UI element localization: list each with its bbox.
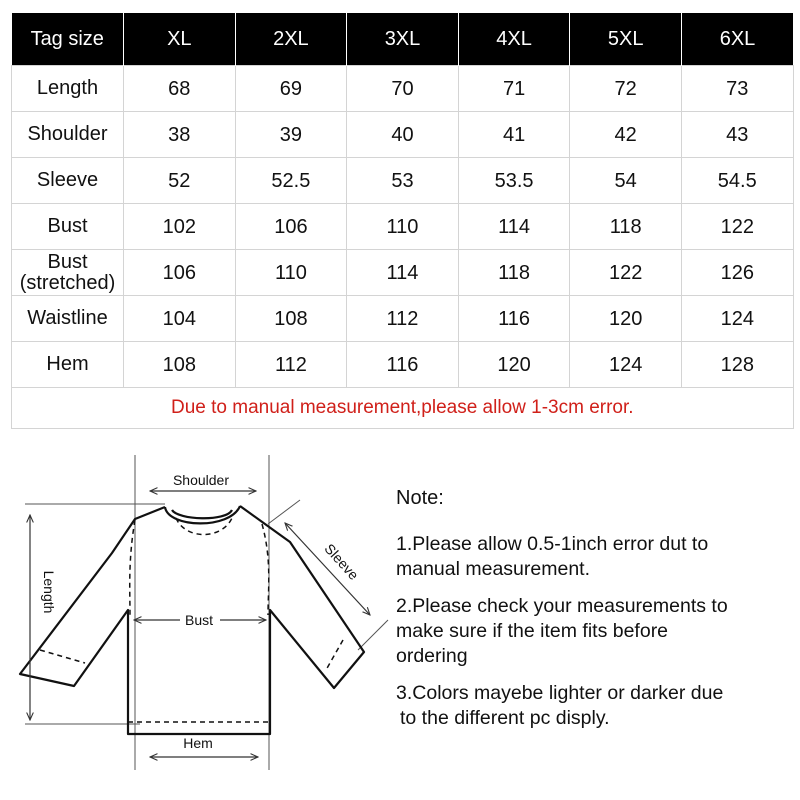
row-label — [12, 158, 124, 204]
table-cell: 112 — [347, 296, 459, 342]
header-cell-size: 4XL — [458, 13, 570, 66]
row-label-text: Length — [36, 77, 99, 99]
table-row — [12, 296, 794, 342]
note-line: to the different pc disply. — [400, 707, 610, 729]
table-cell: 122 — [570, 250, 682, 296]
sleeve-label: Sleeve — [321, 540, 362, 583]
note-line: 2.Please check your measurements to — [396, 595, 728, 617]
sweater-measurement-diagram — [0, 440, 390, 800]
row-label — [12, 204, 124, 250]
table-cell: 108 — [235, 296, 347, 342]
size-table — [11, 13, 794, 429]
note-item — [396, 532, 796, 582]
row-label-text: Waistline — [27, 307, 108, 329]
row-label — [12, 250, 124, 296]
table-cell: 108 — [124, 342, 236, 388]
table-cell: 68 — [124, 66, 236, 112]
table-cell: 53 — [347, 158, 459, 204]
table-cell: 39 — [235, 112, 347, 158]
table-header-row — [12, 13, 794, 66]
table-cell: 52 — [124, 158, 236, 204]
header-cell-size: 2XL — [235, 13, 347, 66]
table-cell: 122 — [681, 204, 793, 250]
header-cell-tag-size: Tag size — [12, 13, 124, 66]
row-label-text: Hem — [46, 353, 89, 375]
note-title: Note: — [396, 487, 444, 509]
table-cell: 110 — [235, 250, 347, 296]
table-cell: 120 — [458, 342, 570, 388]
table-row — [12, 204, 794, 250]
table-row — [12, 250, 794, 296]
hem-label: Hem — [183, 735, 213, 751]
row-label-text: (stretched) — [19, 271, 116, 294]
table-cell: 110 — [347, 204, 459, 250]
table-row — [12, 158, 794, 204]
table-cell: 69 — [235, 66, 347, 112]
table-cell: 43 — [681, 112, 793, 158]
table-cell: 124 — [681, 296, 793, 342]
note-panel — [396, 487, 796, 743]
length-label: Length — [41, 570, 57, 614]
note-line: make sure if the item fits before — [396, 620, 669, 642]
table-cell: 102 — [124, 204, 236, 250]
note-line: manual measurement. — [396, 558, 591, 580]
row-label-text: Bust — [47, 250, 88, 273]
table-body — [12, 66, 794, 388]
header-cell-size: 3XL — [347, 13, 459, 66]
table-cell: 40 — [347, 112, 459, 158]
table-cell: 42 — [570, 112, 682, 158]
row-label-text: Sleeve — [36, 169, 99, 191]
table-row — [12, 66, 794, 112]
note-line: ordering — [396, 645, 468, 667]
bust-label: Bust — [184, 612, 214, 628]
table-cell: 70 — [347, 66, 459, 112]
table-cell: 128 — [681, 342, 793, 388]
row-label — [12, 66, 124, 112]
shoulder-label: Shoulder — [172, 472, 230, 488]
table-cell: 72 — [570, 66, 682, 112]
table-row — [12, 112, 794, 158]
note-item — [396, 681, 796, 731]
footnote-row — [12, 388, 794, 429]
table-cell: 118 — [458, 250, 570, 296]
header-cell-size: 6XL — [681, 13, 793, 66]
table-cell: 104 — [124, 296, 236, 342]
table-cell: 120 — [570, 296, 682, 342]
note-line: 1.Please allow 0.5-1inch error dut to — [396, 533, 709, 555]
table-cell: 106 — [235, 204, 347, 250]
header-cell-size: XL — [124, 13, 236, 66]
table-cell: 73 — [681, 66, 793, 112]
table-cell: 126 — [681, 250, 793, 296]
table-cell: 38 — [124, 112, 236, 158]
row-label — [12, 342, 124, 388]
table-cell: 114 — [458, 204, 570, 250]
table-cell: 53.5 — [458, 158, 570, 204]
row-label-text: Shoulder — [27, 123, 108, 145]
note-line: 3.Colors mayebe lighter or darker due — [396, 682, 724, 704]
table-cell: 116 — [458, 296, 570, 342]
row-label — [12, 112, 124, 158]
table-row — [12, 342, 794, 388]
table-cell: 41 — [458, 112, 570, 158]
table-cell: 54 — [570, 158, 682, 204]
table-cell: 114 — [347, 250, 459, 296]
table-cell: 106 — [124, 250, 236, 296]
table-cell: 116 — [347, 342, 459, 388]
table-cell: 118 — [570, 204, 682, 250]
row-label-text: Bust — [47, 215, 88, 237]
header-cell-size: 5XL — [570, 13, 682, 66]
table-cell: 124 — [570, 342, 682, 388]
note-item — [396, 594, 796, 669]
table-cell: 71 — [458, 66, 570, 112]
measurement-footnote: Due to manual measurement,please allow 1-3cm error. — [12, 388, 794, 429]
table-cell: 52.5 — [235, 158, 347, 204]
row-label — [12, 296, 124, 342]
table-cell: 54.5 — [681, 158, 793, 204]
table-cell: 112 — [235, 342, 347, 388]
